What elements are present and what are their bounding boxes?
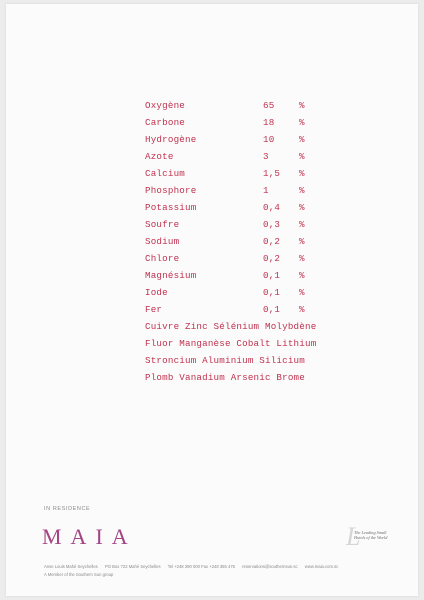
element-unit: % (299, 270, 305, 281)
element-unit: % (299, 168, 305, 179)
trace-element-line: Cuivre Zinc Sélénium Molybdène (145, 321, 317, 332)
element-value: 0,1 (263, 304, 281, 315)
member-line: A Member of the Southern Sun group (44, 572, 114, 577)
element-value: 0,4 (263, 202, 281, 213)
element-name: Oxygène (145, 100, 185, 111)
element-value: 0,1 (263, 270, 281, 281)
element-unit: % (299, 253, 305, 264)
letterhead-page (6, 4, 418, 596)
trace-element-line: Fluor Manganèse Cobalt Lithium (145, 338, 317, 349)
element-unit: % (299, 236, 305, 247)
element-value: 0,3 (263, 219, 281, 230)
trace-element-line: Plomb Vanadium Arsenic Brome (145, 372, 305, 383)
element-value: 1 (263, 185, 269, 196)
lhw-text: The Leading Small Hotels of the World (354, 530, 388, 540)
address-line (44, 564, 338, 569)
element-name: Chlore (145, 253, 180, 264)
element-name: Phosphore (145, 185, 197, 196)
element-value: 3 (263, 151, 269, 162)
in-residence-label: IN RESIDENCE (44, 506, 91, 512)
element-value: 0,1 (263, 287, 281, 298)
element-name: Magnésium (145, 270, 197, 281)
element-unit: % (299, 185, 305, 196)
element-unit: % (299, 151, 305, 162)
element-name: Fer (145, 304, 163, 315)
element-name: Azote (145, 151, 174, 162)
maia-logo: MAIA (42, 524, 137, 549)
element-name: Carbone (145, 117, 185, 128)
address-website: www.maia.com.sc (304, 564, 339, 569)
element-unit: % (299, 304, 305, 315)
element-value: 0,2 (263, 253, 281, 264)
address-location: Anse Louis Mahé Seychelles (44, 564, 98, 569)
element-unit: % (299, 117, 305, 128)
element-value: 0,2 (263, 236, 281, 247)
element-unit: % (299, 202, 305, 213)
address-email: reservations@southernsun.sc (242, 564, 298, 569)
address-po-box: PO Box 722 Mahé Seychelles (104, 564, 161, 569)
element-name: Soufre (145, 219, 180, 230)
element-unit: % (299, 287, 305, 298)
element-unit: % (299, 100, 305, 111)
element-value: 65 (263, 100, 275, 111)
element-unit: % (299, 219, 305, 230)
lhw-mark-icon: L (346, 522, 361, 551)
element-value: 10 (263, 134, 275, 145)
element-name: Calcium (145, 168, 185, 179)
element-value: 18 (263, 117, 275, 128)
element-name: Potassium (145, 202, 197, 213)
element-name: Hydrogène (145, 134, 197, 145)
leading-small-hotels-logo (346, 522, 394, 552)
address-phone-fax: Tel +248 390 000 Fax +248 355 476 (167, 564, 235, 569)
element-value: 1,5 (263, 168, 281, 179)
element-name: Sodium (145, 236, 180, 247)
element-unit: % (299, 134, 305, 145)
element-name: Iode (145, 287, 168, 298)
trace-element-line: Stroncium Aluminium Silicium (145, 355, 305, 366)
